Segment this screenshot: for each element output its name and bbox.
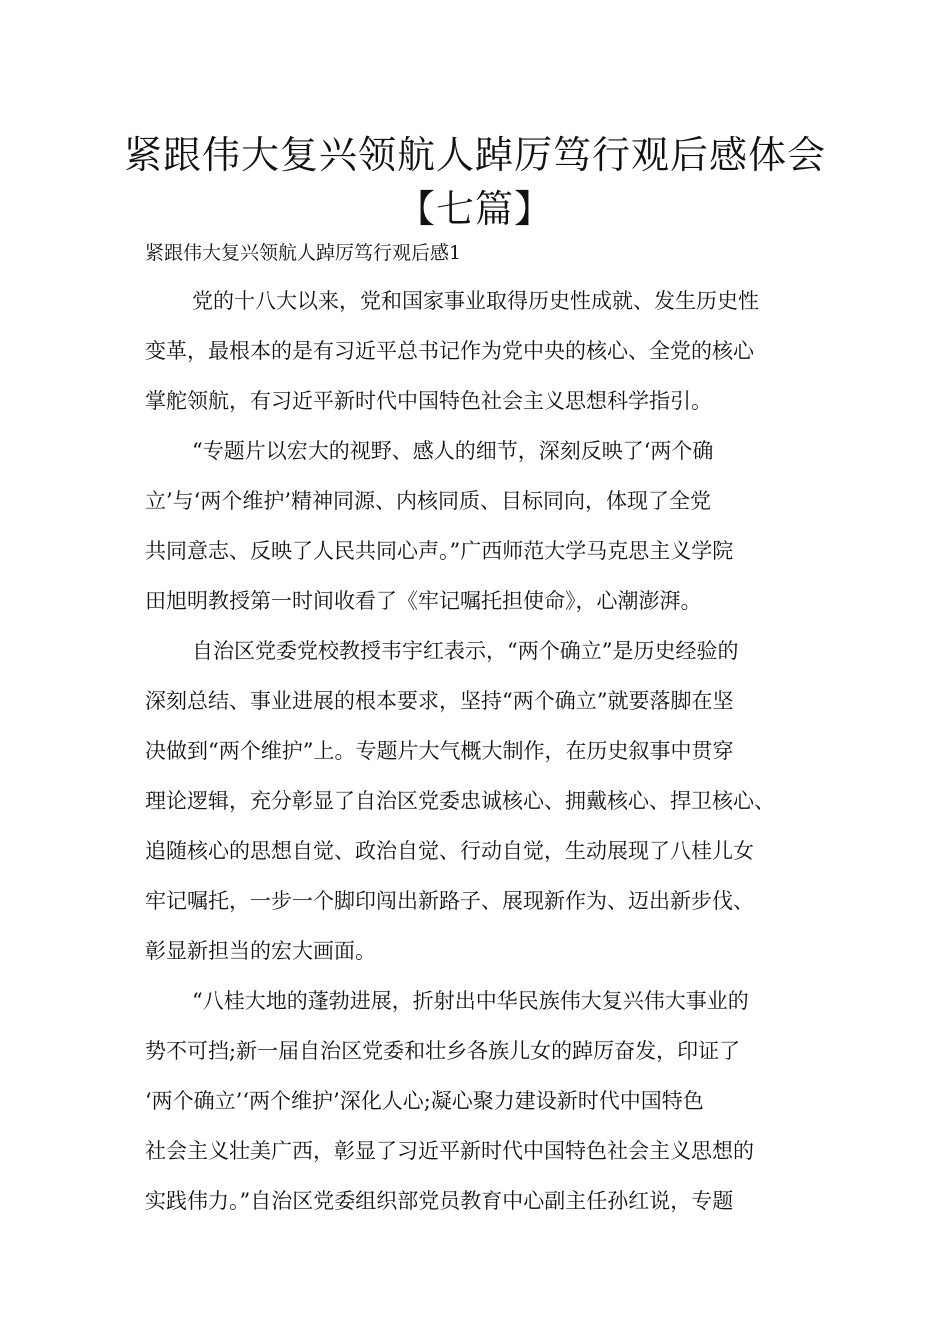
paragraph-3-line-7: 彰显新担当的宏大画面。 [145, 939, 376, 963]
document-title: 紧跟伟大复兴领航人踔厉笃行观后感体会【七篇】 [123, 133, 826, 231]
paragraph-4-line-4: 社会主义壮美广西，彰显了习近平新时代中国特色社会主义思想的 [145, 1139, 754, 1163]
paragraph-2-line-2: 立’与‘两个维护’精神同源、内核同质、目标同向，体现了全党 [145, 489, 712, 513]
paragraph-1-line-3: 掌舵领航，有习近平新时代中国特色社会主义思想科学指引。 [145, 389, 712, 413]
paragraph-1-line-1: 党的十八大以来，党和国家事业取得历史性成就、发生历史性 [192, 289, 759, 313]
paragraph-2-line-1: “专题片以宏大的视野、感人的细节，深刻反映了‘两个确 [192, 439, 714, 463]
paragraph-3-line-2: 深刻总结、事业进展的根本要求，坚持“两个确立”就要落脚在坚 [145, 689, 734, 713]
paragraph-3-line-6: 牢记嘱托，一步一个脚印闯出新路子、展现新作为、迈出新步伐、 [145, 889, 754, 913]
paragraph-3-line-3: 决做到“两个维护”上。专题片大气概大制作，在历史叙事中贯穿 [145, 739, 734, 763]
paragraph-2-line-4: 田旭明教授第一时间收看了《牢记嘱托担使命》，心潮澎湃。 [145, 589, 702, 613]
paragraph-3-line-1: 自治区党委党校教授韦宇红表示，“两个确立”是历史经验的 [192, 639, 739, 663]
paragraph-3-line-5: 追随核心的思想自觉、政治自觉、行动自觉，生动展现了八桂儿女 [145, 839, 754, 863]
paragraph-1-line-2: 变革，最根本的是有习近平总书记作为党中央的核心、全党的核心 [145, 339, 754, 363]
paragraph-3-line-4: 理论逻辑，充分彰显了自治区党委忠诚核心、拥戴核心、捍卫核心、 [145, 789, 775, 813]
section-subtitle: 紧跟伟大复兴领航人踔厉笃行观后感1 [145, 242, 462, 264]
paragraph-2-line-3: 共同意志、反映了人民共同心声。”广西师范大学马克思主义学院 [145, 539, 734, 563]
paragraph-4-line-1: “八桂大地的蓬勃进展，折射出中华民族伟大复兴伟大事业的 [192, 989, 749, 1013]
paragraph-4-line-3: ‘两个确立’‘两个维护’深化人心;凝心聚力建设新时代中国特色 [145, 1089, 704, 1113]
paragraph-4-line-5: 实践伟力。”自治区党委组织部党员教育中心副主任孙红说，专题 [145, 1189, 734, 1213]
paragraph-4-line-2: 势不可挡;新一届自治区党委和壮乡各族儿女的踔厉奋发，印证了 [145, 1039, 741, 1063]
